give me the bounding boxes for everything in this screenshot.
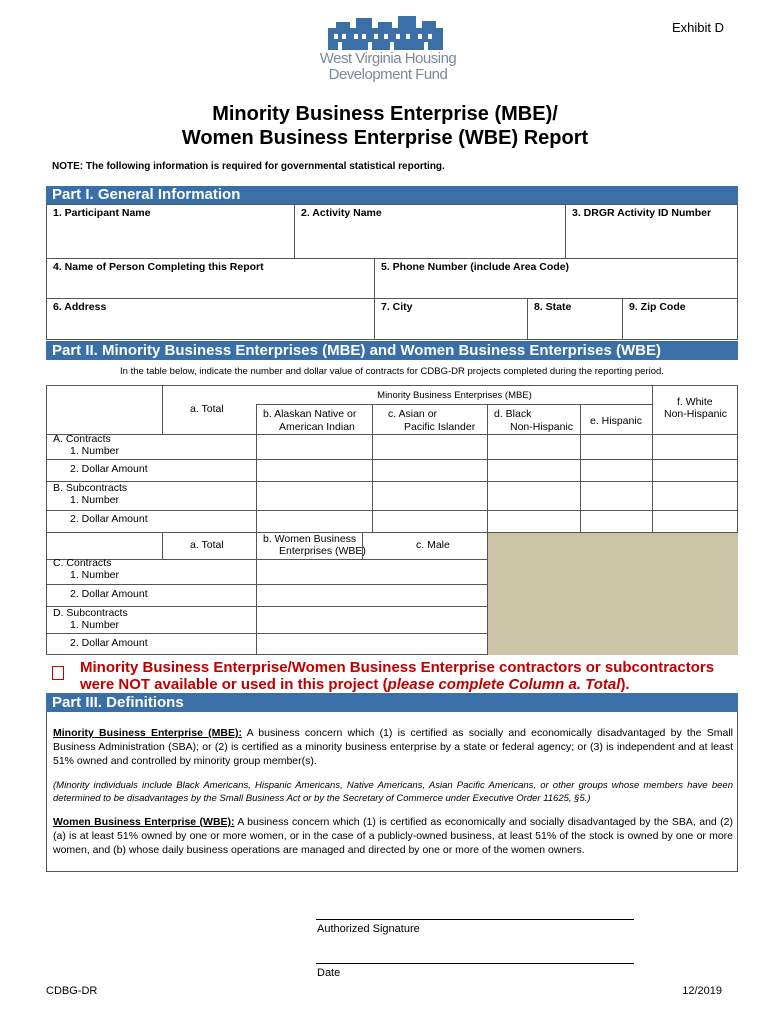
mbe-definition	[53, 726, 733, 768]
row-a-label: A. Contracts	[53, 433, 111, 445]
note: NOTE: The following information is required for governmental statistical reporting.	[52, 161, 445, 172]
date-line[interactable]	[316, 963, 634, 964]
zip-field[interactable]: 9. Zip Code	[622, 298, 738, 340]
row-b-number: 1. Number	[70, 494, 120, 506]
col-f-line2: Non-Hispanic	[664, 408, 728, 420]
col2-total: a. Total	[190, 539, 224, 551]
mbe-term: Minority Business Enterprise (MBE):	[53, 727, 242, 739]
row-c-dollar: 2. Dollar Amount	[70, 588, 148, 600]
mbe-text: A business concern which (1) is certified as socially and economically disadvantaged by the Small Business Administration (SBA); or (2) is certified as a minority business enterprise by a state or federal agency; or (3) is independent and at least 51% owned and controlled by minority group member(s).	[53, 727, 734, 767]
row-d-number: 1. Number	[70, 619, 120, 631]
footer-right: 12/2019	[682, 985, 722, 997]
part1-heading: Part I. General Information	[46, 186, 738, 204]
row-c-label: C. Contracts	[53, 557, 112, 569]
warning-line2	[80, 676, 630, 693]
col-b-line2: American Indian	[279, 421, 355, 433]
col-e: e. Hispanic	[590, 415, 642, 427]
title-line1: Minority Business Enterprise (MBE)/	[212, 103, 558, 125]
person-completing-field[interactable]: 4. Name of Person Completing this Report	[46, 258, 375, 299]
row-d-dollar: 2. Dollar Amount	[70, 637, 148, 649]
col2-b-line1: b. Women Business	[263, 533, 357, 545]
activity-name-field[interactable]: 2. Activity Name	[294, 204, 566, 259]
col-total: a. Total	[190, 403, 224, 415]
state-field[interactable]: 8. State	[527, 298, 623, 340]
phone-field[interactable]: 5. Phone Number (include Area Code)	[374, 258, 738, 299]
exhibit-label: Exhibit D	[671, 20, 724, 35]
wvhdf-logo	[318, 16, 458, 84]
col-b-line1: b. Alaskan Native or	[263, 408, 357, 420]
row-d-label: D. Subcontracts	[53, 607, 128, 619]
footer-left: CDBG-DR	[46, 985, 98, 997]
wbe-term: Women Business Enterprise (WBE):	[53, 816, 235, 828]
address-field[interactable]: 6. Address	[46, 298, 375, 340]
part2-heading: Part II. Minority Business Enterprises (MBE) and Women Business Enterprises (WBE)	[46, 341, 738, 360]
row-c-number: 1. Number	[70, 569, 120, 581]
col-c-line2: Pacific Islander	[404, 421, 476, 433]
row-b-dollar: 2. Dollar Amount	[70, 513, 148, 525]
houses-logo-icon	[328, 16, 443, 50]
col-d-line2: Non-Hispanic	[510, 421, 574, 433]
col-d-line1: d. Black	[494, 408, 532, 420]
title-line2: Women Business Enterprise (WBE) Report	[181, 127, 589, 149]
warning-line2-a: were NOT available or used in this project (	[80, 676, 388, 693]
row-b-label: B. Subcontracts	[53, 482, 128, 494]
col2-c: c. Male	[416, 539, 450, 551]
col2-b-line2: Enterprises (WBE)	[279, 545, 366, 557]
mbe-note: (Minority individuals include Black Americans, Hispanic Americans, Native Americans, Asian Pacific Americans, or other groups whose members have been determined to be disadvantages by the Small Business Act or by the Secretary of Commerce under Executive Order 11625, §5.)	[53, 780, 733, 804]
logo-line1: West Virginia Housing	[319, 50, 457, 67]
warning-line1: Minority Business Enterprise/Women Business Enterprise contractors or subcontractors	[80, 659, 715, 676]
part2-instruction: In the table below, indicate the number and dollar value of contracts for CDBG-DR projects completed during the reporting period.	[120, 366, 664, 377]
col-c-line1: c. Asian or	[388, 408, 438, 420]
wbe-definition	[53, 815, 733, 857]
part3-heading: Part III. Definitions	[46, 693, 738, 712]
authorized-signature-label: Authorized Signature	[317, 923, 420, 935]
warning-line2-italic: please complete Column a. Total	[387, 676, 621, 693]
warning-line2-c: ).	[620, 676, 630, 693]
date-label: Date	[317, 967, 341, 979]
signature-line[interactable]	[316, 919, 634, 920]
city-field[interactable]: 7. City	[374, 298, 528, 340]
not-available-checkbox[interactable]	[52, 666, 64, 680]
row-a-dollar: 2. Dollar Amount	[70, 463, 148, 475]
participant-name-field[interactable]: 1. Participant Name	[46, 204, 295, 259]
drgr-id-field[interactable]: 3. DRGR Activity ID Number	[565, 204, 738, 259]
wbe-text: A business concern which (1) is certified as economically and socially disadvantaged by the SBA, and (2) (a) is at least 51% owned by one or more women, or in the case of a publicly-owned business, at least 51% of the stock is owned by one or more women, and (b) whose daily business operations are managed and directed by one or more of the women owners.	[53, 816, 733, 856]
logo-line2: Development Fund	[328, 66, 448, 83]
mbe-header: Minority Business Enterprises (MBE)	[377, 390, 532, 401]
shaded-area	[488, 532, 738, 655]
col-f-line1: f. White	[677, 396, 713, 408]
row-a-number: 1. Number	[70, 445, 120, 457]
